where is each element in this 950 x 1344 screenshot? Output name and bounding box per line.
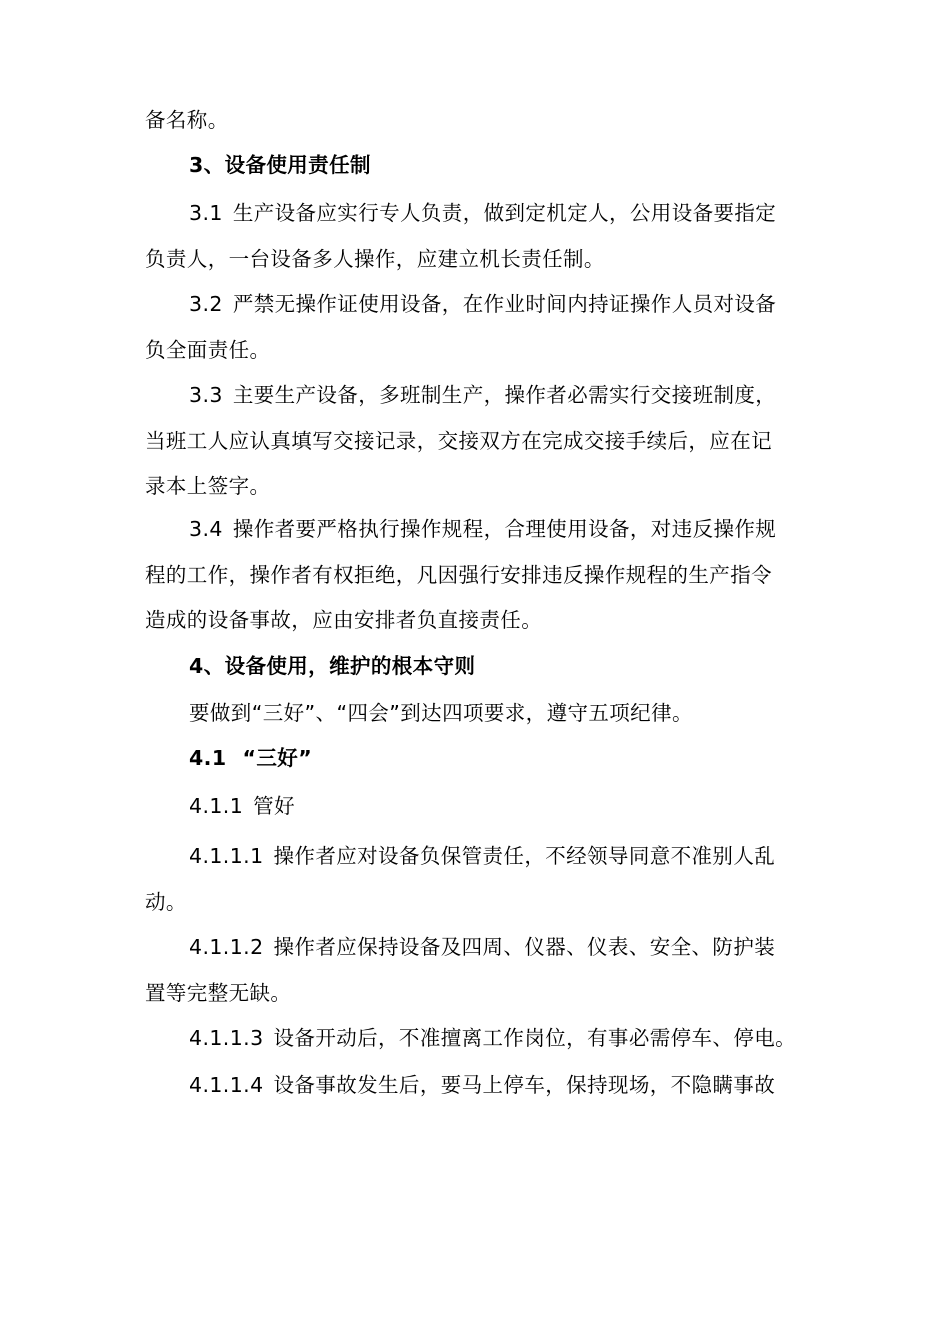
item-number: 4.1.1.3 (189, 1026, 264, 1050)
text: 造成的设备事故，应由安排者负直接责任。 (145, 608, 543, 632)
heading-text: 3、设备使用责任制 (189, 153, 371, 177)
paragraph-line (189, 700, 693, 726)
item-number: 4.1.1 (189, 794, 244, 818)
text: 生产设备应实行专人负责，做到定机定人，公用设备要指定 (232, 201, 777, 225)
heading-text: “三好” (242, 746, 313, 770)
paragraph-line (189, 200, 776, 226)
text-line (145, 607, 542, 633)
subsection-heading (189, 745, 312, 771)
text: 操作者应保持设备及四周、仪器、仪表、安全、防护装 (273, 935, 776, 959)
text-line (145, 473, 270, 499)
text-line (145, 428, 772, 454)
text: 当班工人应认真填写交接记录，交接双方在完成交接手续后，应在记 (145, 429, 772, 453)
text: 要做到“三好”、“四会”到达四项要求，遵守五项纪律。 (189, 701, 693, 725)
heading-text: 管好 (253, 794, 295, 818)
text: 置等完整无缺。 (145, 981, 292, 1005)
paragraph-line (189, 516, 776, 542)
subsection-heading (189, 793, 295, 819)
text: 负全面责任。 (145, 338, 271, 362)
paragraph-line (189, 1072, 775, 1098)
text: 操作者要严格执行操作规程，合理使用设备，对违反操作规 (232, 517, 777, 541)
text: 设备开动后，不准擅离工作岗位，有事必需停车、停电。 (273, 1026, 797, 1050)
item-number: 3.2 (189, 292, 223, 316)
text-line (145, 337, 270, 363)
paragraph-line (189, 382, 776, 408)
text-line (145, 562, 772, 588)
text-line (145, 246, 605, 272)
item-number: 4.1.1.1 (189, 844, 264, 868)
item-number: 4.1.1.4 (189, 1073, 264, 1097)
item-number: 3.4 (189, 517, 223, 541)
paragraph-line (189, 843, 775, 869)
text: 设备事故发生后，要马上停车，保持现场，不隐瞒事故 (273, 1073, 776, 1097)
text-line (145, 107, 229, 133)
item-number: 4.1 (189, 746, 227, 770)
text: 主要生产设备，多班制生产，操作者必需实行交接班制度， (232, 383, 777, 407)
item-number: 3.3 (189, 383, 223, 407)
section-heading (189, 653, 475, 679)
item-number: 4.1.1.2 (189, 935, 264, 959)
paragraph-line (189, 291, 776, 317)
text: 录本上签字。 (145, 474, 271, 498)
section-heading (189, 152, 371, 178)
heading-text: 4、设备使用，维护的根本守则 (189, 654, 476, 678)
paragraph-line (189, 934, 775, 960)
paragraph-line (189, 1025, 796, 1051)
text: 动。 (145, 890, 187, 914)
text: 操作者应对设备负保管责任，不经领导同意不准别人乱 (273, 844, 776, 868)
text-line (145, 980, 291, 1006)
text: 负责人，一台设备多人操作，应建立机长责任制。 (145, 247, 605, 271)
text-line (145, 889, 187, 915)
text: 严禁无操作证使用设备，在作业时间内持证操作人员对设备 (232, 292, 777, 316)
text: 备名称。 (145, 108, 229, 132)
item-number: 3.1 (189, 201, 223, 225)
text: 程的工作，操作者有权拒绝，凡因强行安排违反操作规程的生产指令 (145, 563, 772, 587)
